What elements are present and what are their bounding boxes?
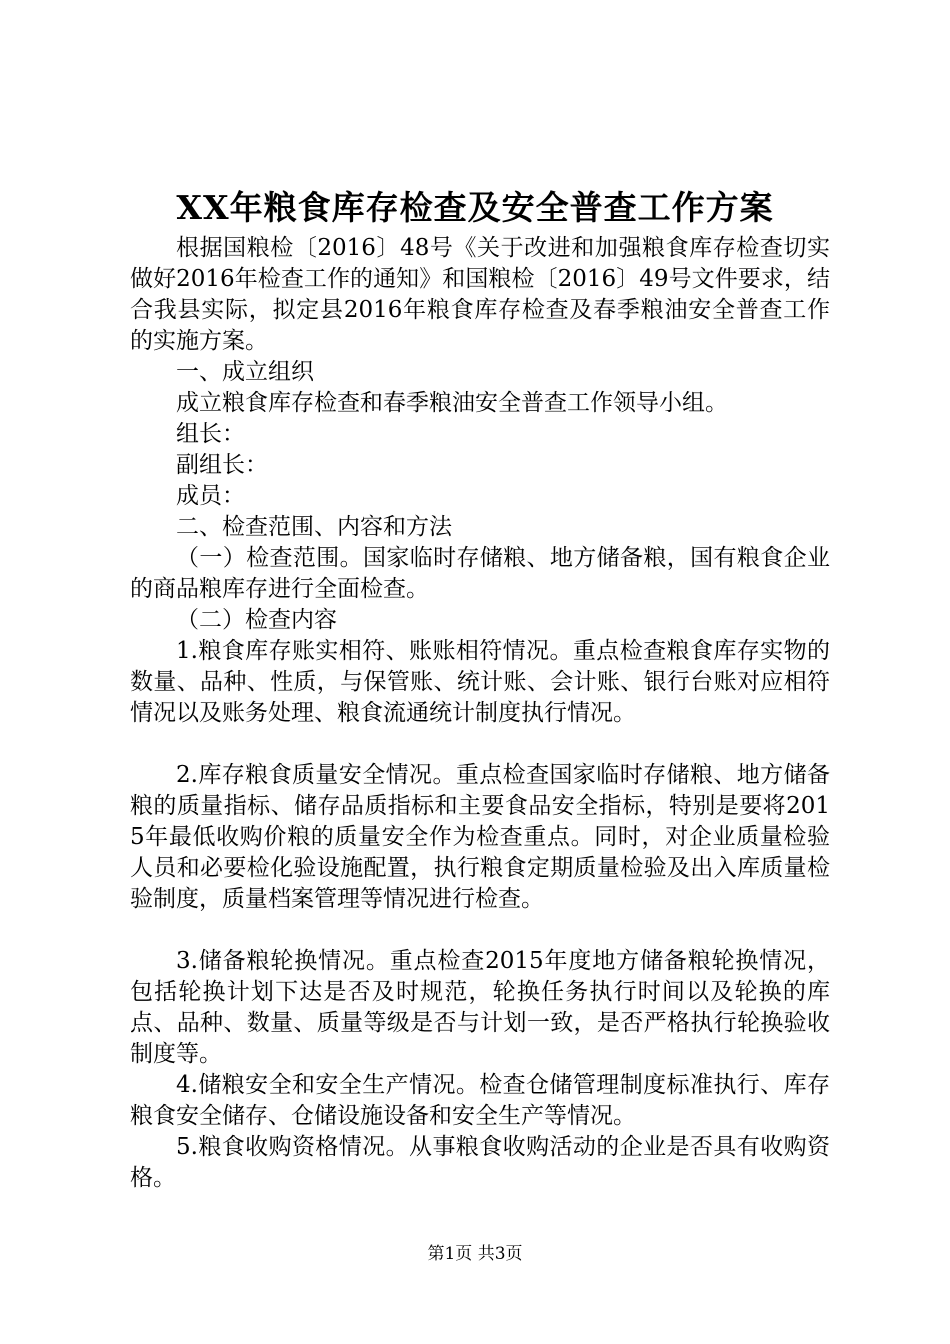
document-title: XX年粮食库存检查及安全普查工作方案 <box>176 188 774 227</box>
paragraph-item-3: 3.储备粮轮换情况。重点检查2015年度地方储备粮轮换情况，包括轮换计划下达是否及时规范，轮换任务执行时间以及轮换的库点、品种、数量、质量等级是否与计划一致，是否严格执行轮换验收制度等。 <box>130 948 830 1067</box>
paragraph-inspection-scope: （一）检查范围。国家临时存储粮、地方储备粮，国有粮食企业的商品粮库存进行全面检查。 <box>130 545 830 602</box>
paragraph-deputy-leader: 副组长： <box>176 452 268 478</box>
paragraph-item-5: 5.粮食收购资格情况。从事粮食收购活动的企业是否具有收购资格。 <box>130 1134 830 1191</box>
paragraph-leading-group: 成立粮食库存检查和春季粮油安全普查工作领导小组。 <box>176 390 728 416</box>
page-number-footer: 第1页 共3页 <box>427 1244 523 1264</box>
paragraph-members: 成员： <box>176 483 245 509</box>
paragraph-item-2: 2.库存粮食质量安全情况。重点检查国家临时存储粮、地方储备粮的质量指标、储存品质指标和主要食品安全指标，特别是要将2015年最低收购价粮的质量安全作为检查重点。同时，对企业质量检验人员和必要检化验设施配置，执行粮食定期质量检验及出入库质量检验制度，质量档案管理等情况进行检查。 <box>130 762 830 912</box>
paragraph-item-1: 1.粮食库存账实相符、账账相符情况。重点检查粮食库存实物的数量、品种、性质，与保管账、统计账、会计账、银行台账对应相符情况以及账务处理、粮食流通统计制度执行情况。 <box>130 638 830 726</box>
intro-paragraph: 根据国粮检〔2016〕48号《关于改进和加强粮食库存检查切实做好2016年检查工作的通知》和国粮检〔2016〕49号文件要求，结合我县实际，拟定县2016年粮食库存检查及春季粮油安全普查工作的实施方案。 <box>130 235 830 354</box>
document-body <box>130 233 830 1194</box>
section-heading-organization: 一、成立组织 <box>176 359 314 385</box>
section-heading-scope: 二、检查范围、内容和方法 <box>176 514 452 540</box>
paragraph-inspection-content: （二）检查内容 <box>176 607 337 633</box>
paragraph-group-leader: 组长： <box>176 421 245 447</box>
paragraph-item-4: 4.储粮安全和安全生产情况。检查仓储管理制度标准执行、库存粮食安全储存、仓储设施设备和安全生产等情况。 <box>130 1072 830 1129</box>
